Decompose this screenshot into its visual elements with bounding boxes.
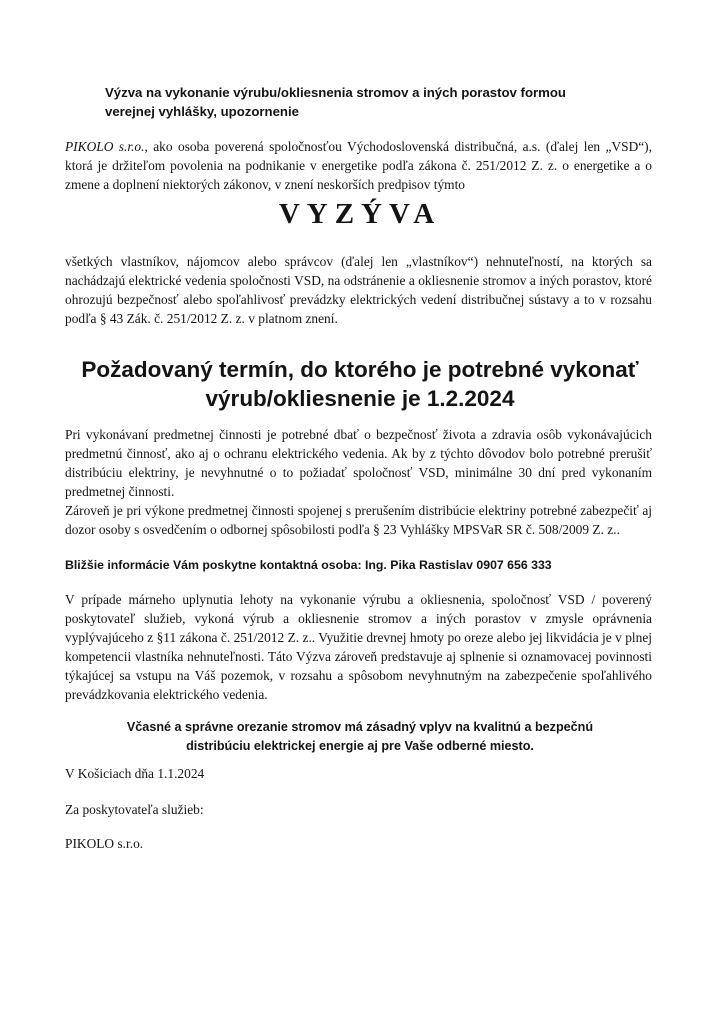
company-signature: PIKOLO s.r.o. xyxy=(65,836,144,851)
closing-line-2: distribúciu elektrickej energie aj pre Vaše odberné miesto. xyxy=(186,739,534,753)
closing-statement xyxy=(60,718,660,756)
contact-person: Bližšie informácie Vám poskytne kontaktná osoba: Ing. Pika Rastislav 0907 656 333 xyxy=(65,558,552,572)
intro-text: , ako osoba poverená spoločnosťou Východoslovenská distribučná, a.s. (ďalej len „VSD“), ktorá je držiteľom povolenia na podnikanie v energetike podľa zákona č. 251/2012 Z. z. o energetike a o zmene a doplnení niektorých zákonov, v znení neskorších predpisov týmto xyxy=(65,139,652,192)
subject-line-2: verejnej vyhlášky, upozornenie xyxy=(105,104,299,119)
owners-paragraph: všetkých vlastníkov, nájomcov alebo správcov (ďalej len „vlastníkov“) nehnuteľností, na ktorých sa nachádzajú elektrické vedenia spoločnosti VSD, na odstránenie a okliesnenie stromov a iných porastov, ktoré ohrozujú bezpečnosť alebo spoľahlivosť prevádzky elektrických vedení distribučnej sústavy a to v rozsahu podľa § 43 Zák. č. 251/2012 Z. z. v platnom znení. xyxy=(65,254,652,326)
deadline-line-1: Požadovaný termín, do ktorého je potrebné vykonať xyxy=(81,357,639,382)
intro-company-name: PIKOLO s.r.o. xyxy=(65,139,145,154)
deadline-line-2: výrub/okliesnenie je 1.2.2024 xyxy=(205,386,515,411)
provider-label: Za poskytovateľa služieb: xyxy=(65,802,204,817)
intro-paragraph xyxy=(65,137,652,194)
closing-line-1: Včasné a správne orezanie stromov má zásadný vplyv na kvalitnú a bezpečnú xyxy=(126,720,594,734)
document-subject xyxy=(105,83,625,121)
subject-line-1: Výzva na vykonanie výrubu/okliesnenia stromov a iných porastov formou xyxy=(105,85,566,100)
vyzyva-heading: VYZÝVA xyxy=(278,198,442,230)
place-and-date: V Košiciach dňa 1.1.2024 xyxy=(65,766,205,781)
deadline-heading xyxy=(60,355,660,413)
expiry-paragraph: V prípade márneho uplynutia lehoty na vykonanie výrubu a okliesnenia, spoločnosť VSD / poverený poskytovateľ služieb, vykoná výrub a okliesnenie stromov a iných porastov v zmysle oprávnenia vyplývajúceho z §11 zákona č. 251/2012 Z. z.. Využitie drevnej hmoty po oreze alebo jej likvidácia je v plnej kompetencii vlastníka nehnuteľnosti. Táto Výzva zároveň predstavuje aj splnenie si oznamovacej povinnosti týkajúcej sa vstupu na Váš pozemok, v rozsahu a spôsobom nevyhnutným na zabezpečenie spoľahlivého prevádzkovania elektrického vedenia. xyxy=(65,592,652,702)
supervision-paragraph: Zároveň je pri výkone predmetnej činnosti spojenej s prerušením distribúcie elektriny potrebné zabezpečiť aj dozor osoby s osvedčením o odbornej spôsobilosti podľa § 23 Vyhlášky MPSVaR SR č. 508/2009 Z. z.. xyxy=(65,503,652,537)
safety-paragraph: Pri vykonávaní predmetnej činnosti je potrebné dbať o bezpečnosť života a zdravia osôb vykonávajúcich predmetnú činnosť, ako aj o ochranu elektrického vedenia. Ak by z týchto dôvodov bolo potrebné prerušiť distribúciu elektriny, je nevyhnutné o to požiadať spoločnosť VSD, minimálne 30 dní pred vykonaním predmetnej činnosti. xyxy=(65,427,652,499)
safety-section xyxy=(65,425,652,539)
